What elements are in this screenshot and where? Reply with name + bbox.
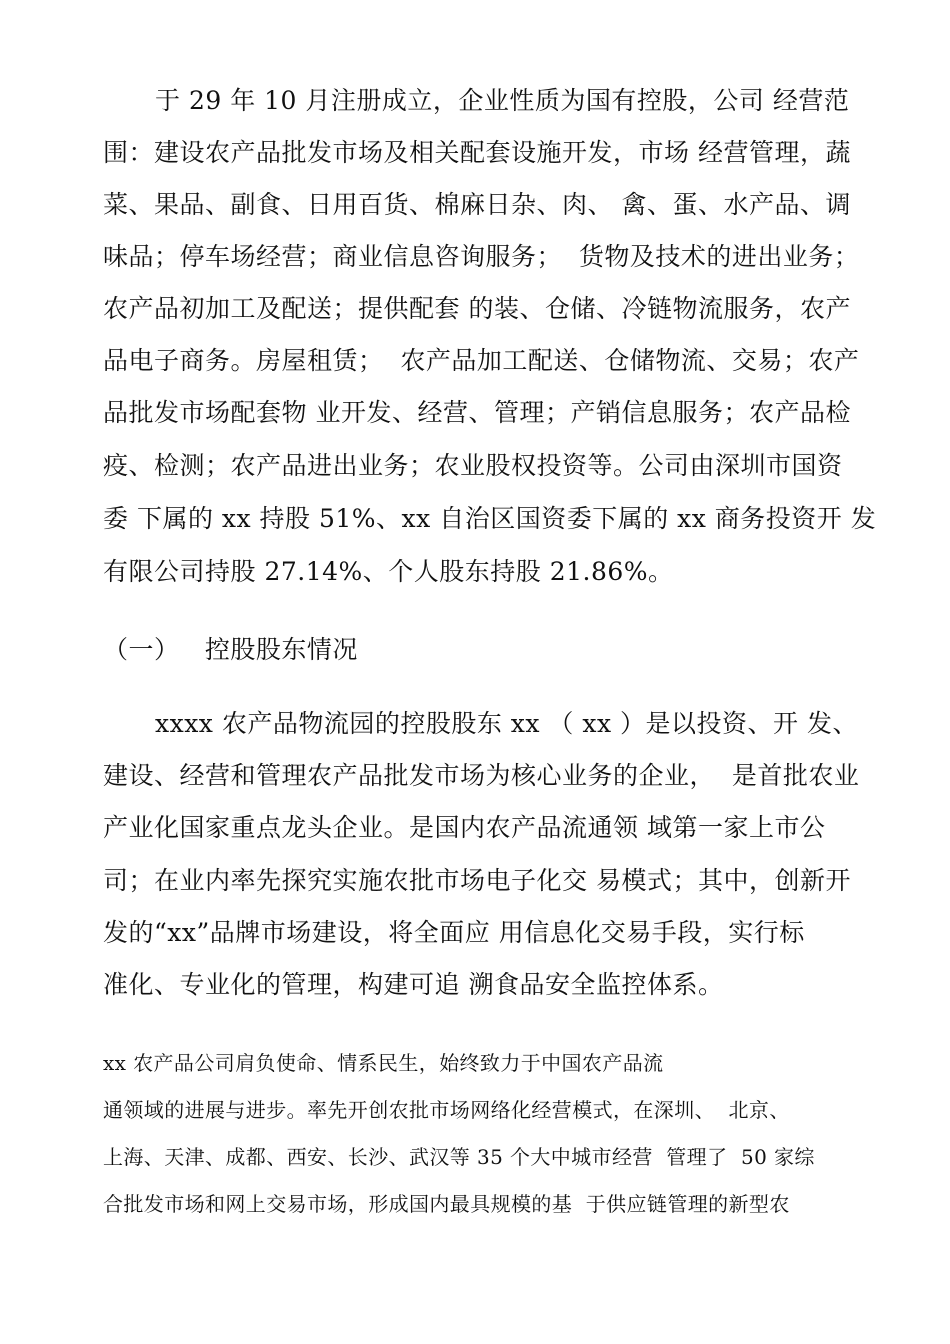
paragraph-2-line-6: 准化、专业化的管理，构建可追 溯食品安全监控体系。 — [103, 970, 724, 999]
paragraph-1-line-3: 菜、果品、副食、日用百货、棉麻日杂、肉、 禽、蛋、水产品、调 — [103, 190, 851, 219]
paragraph-1-line-9: 委 下属的 xx 持股 51%、xx 自治区国资委下属的 xx 商务投资开 发 — [103, 504, 877, 533]
paragraph-1-line-4: 味品；停车场经营；商业信息咨询服务； 货物及技术的进出业务； — [103, 242, 860, 271]
paragraph-2-line-4: 司；在业内率先探究实施农批市场电子化交 易模式；其中，创新开 — [103, 866, 851, 895]
paragraph-1-line-5: 农产品初加工及配送；提供配套 的装、仓储、冷链物流服务，农产 — [103, 294, 851, 323]
paragraph-2-line-5: 发的“xx”品牌市场建设，将全面应 用信息化交易手段，实行标 — [103, 918, 805, 947]
section-heading: （一） 控股股东情况 — [103, 635, 358, 664]
paragraph-1-line-2: 围：建设农产品批发市场及相关配套设施开发，市场 经营管理，蔬 — [103, 138, 851, 167]
paragraph-1-line-1: 于 29 年 10 月注册成立，企业性质为国有控股，公司 经营范 — [155, 86, 850, 115]
paragraph-3-line-2: 通领域的进展与进步。率先开创农批市场网络化经营模式，在深圳、 北京、 — [103, 1098, 790, 1122]
paragraph-1-line-8: 疫、检测；农产品进出业务；农业股权投资等。公司由深圳市国资 — [103, 451, 843, 480]
paragraph-2-line-3: 产业化国家重点龙头企业。是国内农产品流通领 域第一家上市公 — [103, 813, 826, 842]
paragraph-1-line-7: 品批发市场配套物 业开发、经营、管理；产销信息服务；农产品检 — [103, 398, 851, 427]
paragraph-1-line-10: 有限公司持股 27.14%、个人股东持股 21.86%。 — [103, 557, 674, 586]
paragraph-2-line-2: 建设、经营和管理农产品批发市场为核心业务的企业， 是首批农业 — [103, 761, 860, 790]
paragraph-2-line-1: xxxx 农产品物流园的控股股东 xx （ xx ）是以投资、开 发、 — [155, 709, 858, 738]
paragraph-3-line-4: 合批发市场和网上交易市场，形成国内最具规模的基 于供应链管理的新型农 — [103, 1192, 790, 1216]
paragraph-3-line-3: 上海、天津、成都、西安、长沙、武汉等 35 个大中城市经营 管理了 50 家综 — [103, 1145, 815, 1169]
paragraph-1-line-6: 品电子商务。房屋租赁； 农产品加工配送、仓储物流、交易；农产 — [103, 346, 860, 375]
paragraph-3-line-1: xx 农产品公司肩负使命、情系民生，始终致力于中国农产品流 — [103, 1051, 664, 1075]
